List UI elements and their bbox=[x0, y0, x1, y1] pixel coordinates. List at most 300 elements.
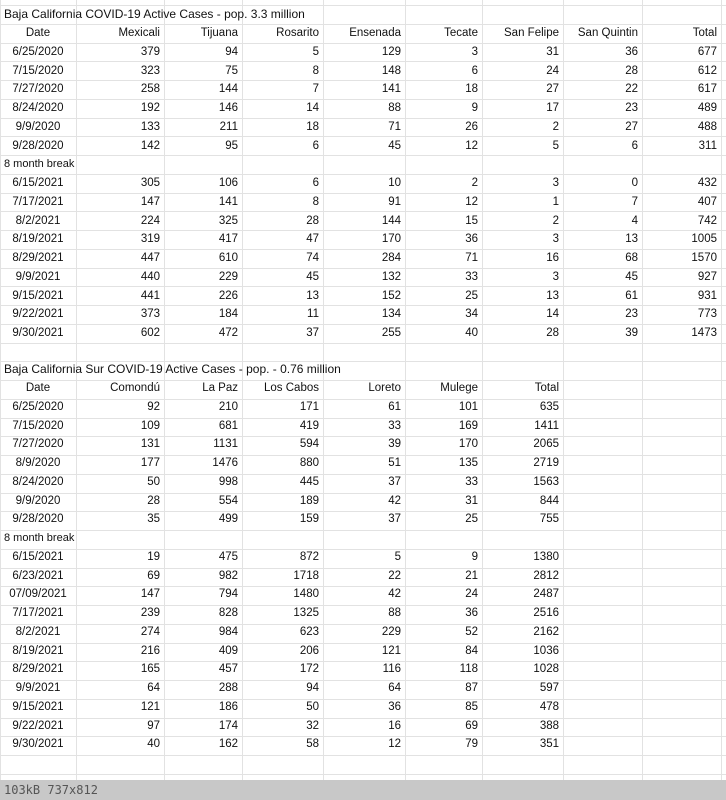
table1-cell: 75 bbox=[225, 65, 238, 77]
table2-cell: 274 bbox=[140, 626, 160, 638]
table2-cell: 1028 bbox=[533, 663, 559, 675]
table1-cell: 27 bbox=[625, 121, 638, 133]
table1-cell: 325 bbox=[218, 215, 238, 227]
table1-cell: 7 bbox=[312, 83, 319, 95]
table2-cell: 2516 bbox=[533, 607, 559, 619]
table2-cell: 1718 bbox=[293, 570, 319, 582]
table1-cell: 2 bbox=[552, 215, 559, 227]
table1-table-row bbox=[0, 118, 726, 137]
table1-cell: 26 bbox=[465, 121, 478, 133]
table1-cell: 612 bbox=[697, 65, 717, 77]
table2-table-row bbox=[0, 717, 726, 736]
table2-cell: 159 bbox=[299, 513, 319, 525]
table1-cell: 146 bbox=[218, 102, 238, 114]
table2-cell: 121 bbox=[140, 701, 160, 713]
table1-cell: 40 bbox=[465, 327, 478, 339]
table2-cell: 475 bbox=[218, 551, 238, 563]
table2-cell: 22 bbox=[388, 570, 401, 582]
table2-cell: 388 bbox=[539, 720, 559, 732]
table1-cell: 133 bbox=[140, 121, 160, 133]
table1-cell: 6 bbox=[312, 177, 319, 189]
table2-header-cell: Los Cabos bbox=[264, 382, 319, 394]
table1-cell: 8/2/2021 bbox=[15, 215, 61, 227]
table1-cell: 2 bbox=[552, 121, 559, 133]
table2-table-row bbox=[0, 548, 726, 567]
table2-cell: 37 bbox=[388, 513, 401, 525]
table1-cell: 16 bbox=[546, 252, 559, 264]
table1-cell: 34 bbox=[465, 308, 478, 320]
table2-header-cell: Date bbox=[25, 382, 51, 394]
table1-cell: 14 bbox=[306, 102, 319, 114]
table2-header-cell: Comondú bbox=[110, 382, 160, 394]
table1-cell: 147 bbox=[140, 196, 160, 208]
table1-cell: 12 bbox=[465, 140, 478, 152]
table1-cell: 7/15/2020 bbox=[12, 65, 64, 77]
table1-table-row bbox=[0, 212, 726, 231]
table1-cell: 13 bbox=[546, 290, 559, 302]
table1-header-cell: San Quintin bbox=[577, 27, 638, 39]
table1-cell: 11 bbox=[307, 308, 319, 320]
table2-table-row bbox=[0, 698, 726, 717]
table2-cell: 61 bbox=[388, 401, 401, 413]
table1-cell: 33 bbox=[465, 271, 478, 283]
table1-cell: 61 bbox=[625, 290, 638, 302]
table1-header-cell: Total bbox=[692, 27, 717, 39]
table2-cell: 19 bbox=[147, 551, 160, 563]
table1-cell: 8 bbox=[312, 196, 319, 208]
table1-cell: 4 bbox=[631, 215, 638, 227]
table1-cell: 22 bbox=[625, 83, 638, 95]
table2-cell: 94 bbox=[306, 682, 319, 694]
table2-cell: 37 bbox=[388, 476, 401, 488]
table1-cell: 927 bbox=[697, 271, 717, 283]
table2-cell: 7/17/2021 bbox=[12, 607, 64, 619]
table1-table-row bbox=[0, 305, 726, 324]
table1-table-row bbox=[0, 268, 726, 287]
table1-cell: 9/9/2021 bbox=[15, 271, 61, 283]
table2-cell: 9/22/2021 bbox=[12, 720, 64, 732]
table1-cell: 229 bbox=[218, 271, 238, 283]
table2-cell: 844 bbox=[539, 495, 559, 507]
table1-cell: 0 bbox=[631, 177, 638, 189]
table1-cell: 94 bbox=[225, 46, 238, 58]
table1-cell: 284 bbox=[381, 252, 401, 264]
table2-cell: 2162 bbox=[533, 626, 559, 638]
table1-table-row bbox=[0, 43, 726, 62]
table1-cell: 184 bbox=[218, 308, 238, 320]
table2-cell: 1036 bbox=[533, 645, 559, 657]
table2-cell: 36 bbox=[388, 701, 401, 713]
table2-cell: 87 bbox=[465, 682, 478, 694]
table1-cell: 610 bbox=[218, 252, 238, 264]
table2-cell: 755 bbox=[539, 513, 559, 525]
table2-cell: 6/25/2020 bbox=[12, 401, 64, 413]
table1-cell: 226 bbox=[218, 290, 238, 302]
table1-cell: 95 bbox=[225, 140, 238, 152]
table2-cell: 97 bbox=[147, 720, 160, 732]
table1-header-cell: Tijuana bbox=[200, 27, 238, 39]
table2-cell: 216 bbox=[140, 645, 160, 657]
table2-cell: 52 bbox=[465, 626, 478, 638]
table1-cell: 170 bbox=[381, 233, 401, 245]
table2-cell: 635 bbox=[539, 401, 559, 413]
table2-cell: 9/15/2021 bbox=[12, 701, 64, 713]
table2-cell: 1131 bbox=[213, 438, 238, 450]
table2-cell: 8/24/2020 bbox=[12, 476, 64, 488]
table1-cell: 488 bbox=[697, 121, 717, 133]
table2-cell: 9 bbox=[471, 551, 478, 563]
table2-cell: 457 bbox=[218, 663, 238, 675]
table2-table-row bbox=[0, 567, 726, 586]
table1-cell: 36 bbox=[465, 233, 478, 245]
table1-cell: 9/15/2021 bbox=[12, 290, 64, 302]
table1-cell: 31 bbox=[546, 46, 559, 58]
table2-cell: 409 bbox=[218, 645, 238, 657]
table1-cell: 742 bbox=[697, 215, 717, 227]
table1-cell: 36 bbox=[625, 46, 638, 58]
table2-cell: 419 bbox=[299, 420, 319, 432]
table2-cell: 172 bbox=[299, 663, 319, 675]
table1-cell: 8/24/2020 bbox=[12, 102, 64, 114]
table1-cell: 773 bbox=[697, 308, 717, 320]
table2-cell: 84 bbox=[465, 645, 478, 657]
table1-cell: 8 bbox=[312, 65, 319, 77]
table2-table-row bbox=[0, 642, 726, 661]
table2-header-row bbox=[0, 379, 726, 398]
table2-cell: 828 bbox=[218, 607, 238, 619]
table1-cell: 432 bbox=[697, 177, 717, 189]
table2-cell: 594 bbox=[299, 438, 319, 450]
table2-cell: 174 bbox=[218, 720, 238, 732]
image-info-text: 103kB 737x812 bbox=[4, 783, 98, 797]
table2-cell: 92 bbox=[147, 401, 160, 413]
table1-break-label: 8 month break bbox=[4, 158, 75, 170]
table2-table-row bbox=[0, 510, 726, 529]
table2-table-row bbox=[0, 492, 726, 511]
table2-cell: 64 bbox=[388, 682, 401, 694]
table1-cell: 9/28/2020 bbox=[12, 140, 64, 152]
table1-table-row bbox=[0, 137, 726, 156]
table1-cell: 6 bbox=[471, 65, 478, 77]
table1-table-row bbox=[0, 324, 726, 343]
table2-cell: 1411 bbox=[534, 420, 559, 432]
table2-cell: 1476 bbox=[212, 457, 238, 469]
table1-cell: 8/19/2021 bbox=[12, 233, 64, 245]
table2-cell: 2812 bbox=[533, 570, 559, 582]
table2-cell: 169 bbox=[458, 420, 478, 432]
table1-cell: 142 bbox=[140, 140, 160, 152]
table2-cell: 165 bbox=[140, 663, 160, 675]
table1-cell: 617 bbox=[697, 83, 717, 95]
table1-cell: 602 bbox=[140, 327, 160, 339]
table1-cell: 224 bbox=[140, 215, 160, 227]
table1-cell: 23 bbox=[625, 308, 638, 320]
table1-cell: 71 bbox=[465, 252, 478, 264]
table2-table-row bbox=[0, 473, 726, 492]
table1-cell: 14 bbox=[546, 308, 559, 320]
table1-cell: 23 bbox=[625, 102, 638, 114]
table1-cell: 305 bbox=[140, 177, 160, 189]
table1-cell: 47 bbox=[306, 233, 319, 245]
table1-table-row bbox=[0, 249, 726, 268]
table1-cell: 211 bbox=[219, 121, 238, 133]
table2-break-label: 8 month break bbox=[4, 532, 75, 544]
table2-cell: 2719 bbox=[533, 457, 559, 469]
table1-cell: 1570 bbox=[691, 252, 717, 264]
table1-cell: 18 bbox=[465, 83, 478, 95]
table2-cell: 101 bbox=[458, 401, 478, 413]
table1-cell: 148 bbox=[381, 65, 401, 77]
table1-cell: 18 bbox=[306, 121, 319, 133]
table2-cell: 58 bbox=[306, 738, 319, 750]
table1-cell: 5 bbox=[552, 140, 559, 152]
table2-table-row bbox=[0, 679, 726, 698]
table2-cell: 109 bbox=[140, 420, 160, 432]
table2-cell: 9/9/2020 bbox=[15, 495, 61, 507]
table1-cell: 5 bbox=[312, 46, 319, 58]
table2-cell: 206 bbox=[299, 645, 319, 657]
table1-cell: 9 bbox=[471, 102, 478, 114]
table1-cell: 1005 bbox=[691, 233, 717, 245]
table1-cell: 141 bbox=[381, 83, 401, 95]
table1-table-row bbox=[0, 62, 726, 81]
table2-cell: 189 bbox=[299, 495, 319, 507]
table2-header-cell: Total bbox=[534, 382, 559, 394]
table2-cell: 351 bbox=[539, 738, 559, 750]
table1-cell: 6 bbox=[312, 140, 319, 152]
table1-cell: 2 bbox=[471, 177, 478, 189]
table1-cell: 441 bbox=[140, 290, 160, 302]
table2-cell: 8/29/2021 bbox=[12, 663, 64, 675]
table1-cell: 71 bbox=[388, 121, 401, 133]
table1-header-cell: Mexicali bbox=[118, 27, 160, 39]
table1-cell: 88 bbox=[388, 102, 401, 114]
table2-cell: 50 bbox=[306, 701, 319, 713]
table2-cell: 40 bbox=[147, 738, 160, 750]
table1-cell: 24 bbox=[546, 65, 559, 77]
table2-cell: 681 bbox=[218, 420, 238, 432]
table1-cell: 319 bbox=[140, 233, 160, 245]
table2-cell: 9/30/2021 bbox=[12, 738, 64, 750]
table1-cell: 129 bbox=[381, 46, 401, 58]
table1-cell: 28 bbox=[306, 215, 319, 227]
table1-cell: 9/30/2021 bbox=[12, 327, 64, 339]
table1-cell: 931 bbox=[697, 290, 717, 302]
table1-title: Baja California COVID-19 Active Cases - pop. 3.3 million bbox=[4, 7, 305, 21]
table2-table-row bbox=[0, 623, 726, 642]
table1-cell: 91 bbox=[388, 196, 401, 208]
table1-cell: 37 bbox=[306, 327, 319, 339]
table2-cell: 478 bbox=[539, 701, 559, 713]
table2-cell: 42 bbox=[388, 588, 401, 600]
table2-cell: 288 bbox=[218, 682, 238, 694]
table1-cell: 25 bbox=[465, 290, 478, 302]
table2-cell: 7/27/2020 bbox=[12, 438, 64, 450]
table2-cell: 42 bbox=[388, 495, 401, 507]
table1-table-row bbox=[0, 174, 726, 193]
table2-table-row bbox=[0, 585, 726, 604]
table2-cell: 69 bbox=[465, 720, 478, 732]
table2-cell: 32 bbox=[306, 720, 319, 732]
table2-cell: 16 bbox=[388, 720, 401, 732]
table2-cell: 39 bbox=[388, 438, 401, 450]
table1-cell: 407 bbox=[697, 196, 717, 208]
table1-cell: 677 bbox=[697, 46, 717, 58]
table1-cell: 13 bbox=[625, 233, 638, 245]
table2-cell: 131 bbox=[140, 438, 160, 450]
table1-table-row bbox=[0, 99, 726, 118]
table2-cell: 794 bbox=[218, 588, 238, 600]
table2-cell: 9/28/2020 bbox=[12, 513, 64, 525]
table2-cell: 597 bbox=[539, 682, 559, 694]
table1-cell: 440 bbox=[140, 271, 160, 283]
table1-header-row bbox=[0, 24, 726, 43]
table2-header-cell: La Paz bbox=[202, 382, 238, 394]
table1-cell: 141 bbox=[218, 196, 238, 208]
table2-cell: 8/9/2020 bbox=[15, 457, 61, 469]
table2-cell: 118 bbox=[459, 663, 478, 675]
table1-cell: 12 bbox=[465, 196, 478, 208]
table1-header-cell: San Felipe bbox=[504, 27, 559, 39]
table2-cell: 9/9/2021 bbox=[15, 682, 61, 694]
table1-cell: 39 bbox=[625, 327, 638, 339]
table2-cell: 33 bbox=[465, 476, 478, 488]
table1-cell: 27 bbox=[546, 83, 559, 95]
table2-cell: 554 bbox=[218, 495, 238, 507]
table2-cell: 239 bbox=[140, 607, 160, 619]
table2-cell: 28 bbox=[147, 495, 160, 507]
table2-cell: 186 bbox=[218, 701, 238, 713]
table2-cell: 2487 bbox=[533, 588, 559, 600]
table1-header-cell: Date bbox=[25, 27, 51, 39]
table1-cell: 1473 bbox=[691, 327, 717, 339]
table1-cell: 1 bbox=[552, 196, 559, 208]
table1-header-cell: Rosarito bbox=[276, 27, 319, 39]
table1-cell: 3 bbox=[471, 46, 478, 58]
table2-cell: 50 bbox=[147, 476, 160, 488]
table2-table-row bbox=[0, 735, 726, 754]
table1-cell: 7 bbox=[631, 196, 638, 208]
table2-cell: 623 bbox=[299, 626, 319, 638]
table2-cell: 135 bbox=[458, 457, 478, 469]
table1-cell: 45 bbox=[625, 271, 638, 283]
table2-cell: 177 bbox=[140, 457, 160, 469]
table2-cell: 6/23/2021 bbox=[12, 570, 64, 582]
table2-table-row bbox=[0, 398, 726, 417]
table1-cell: 6/25/2020 bbox=[12, 46, 64, 58]
table2-cell: 8/2/2021 bbox=[15, 626, 61, 638]
table2-cell: 24 bbox=[465, 588, 478, 600]
table1-cell: 152 bbox=[381, 290, 401, 302]
table1-table-row bbox=[0, 287, 726, 306]
table1-cell: 13 bbox=[306, 290, 319, 302]
table1-cell: 132 bbox=[381, 271, 401, 283]
table2-cell: 88 bbox=[388, 607, 401, 619]
table1-cell: 10 bbox=[388, 177, 401, 189]
table2-cell: 880 bbox=[299, 457, 319, 469]
table1-cell: 3 bbox=[552, 177, 559, 189]
table2-table-row bbox=[0, 454, 726, 473]
table2-cell: 31 bbox=[465, 495, 478, 507]
table1-cell: 106 bbox=[218, 177, 238, 189]
table1-cell: 373 bbox=[140, 308, 160, 320]
table1-cell: 311 bbox=[698, 140, 717, 152]
table1-cell: 28 bbox=[625, 65, 638, 77]
table1-header-cell: Tecate bbox=[444, 27, 478, 39]
table2-cell: 1563 bbox=[533, 476, 559, 488]
table2-cell: 12 bbox=[388, 738, 401, 750]
table1-cell: 3 bbox=[552, 271, 559, 283]
table2-table-row bbox=[0, 435, 726, 454]
table2-cell: 51 bbox=[388, 457, 401, 469]
table2-cell: 33 bbox=[388, 420, 401, 432]
table1-cell: 379 bbox=[140, 46, 160, 58]
table2-cell: 07/09/2021 bbox=[9, 588, 67, 600]
table1-cell: 417 bbox=[218, 233, 238, 245]
table2-cell: 8/19/2021 bbox=[12, 645, 64, 657]
table1-cell: 9/9/2020 bbox=[15, 121, 61, 133]
table1-cell: 6 bbox=[631, 140, 638, 152]
table2-cell: 25 bbox=[465, 513, 478, 525]
table2-cell: 21 bbox=[465, 570, 478, 582]
table2-cell: 998 bbox=[218, 476, 238, 488]
table2-cell: 85 bbox=[465, 701, 478, 713]
table2-cell: 69 bbox=[147, 570, 160, 582]
table1-header-cell: Ensenada bbox=[349, 27, 401, 39]
table2-cell: 116 bbox=[382, 663, 401, 675]
table2-cell: 872 bbox=[299, 551, 319, 563]
table1-cell: 472 bbox=[218, 327, 238, 339]
table1-cell: 255 bbox=[381, 327, 401, 339]
table1-cell: 258 bbox=[140, 83, 160, 95]
table1-cell: 6/15/2021 bbox=[12, 177, 64, 189]
table2-cell: 6/15/2021 bbox=[12, 551, 64, 563]
table1-cell: 28 bbox=[546, 327, 559, 339]
table1-cell: 68 bbox=[625, 252, 638, 264]
table1-cell: 9/22/2021 bbox=[12, 308, 64, 320]
table2-cell: 7/15/2020 bbox=[12, 420, 64, 432]
table2-cell: 2065 bbox=[533, 438, 559, 450]
table2-cell: 162 bbox=[218, 738, 238, 750]
table2-cell: 121 bbox=[381, 645, 401, 657]
table2-title: Baja California Sur COVID-19 Active Cases - pop. - 0.76 million bbox=[4, 362, 341, 376]
table2-cell: 147 bbox=[140, 588, 160, 600]
table1-cell: 45 bbox=[306, 271, 319, 283]
table1-cell: 7/27/2020 bbox=[12, 83, 64, 95]
table2-cell: 984 bbox=[218, 626, 238, 638]
table2-cell: 210 bbox=[218, 401, 238, 413]
table2-cell: 229 bbox=[381, 626, 401, 638]
table2-cell: 445 bbox=[299, 476, 319, 488]
table1-cell: 192 bbox=[140, 102, 160, 114]
table2-cell: 79 bbox=[465, 738, 478, 750]
table2-cell: 170 bbox=[458, 438, 478, 450]
table2-header-cell: Loreto bbox=[368, 382, 401, 394]
table2-cell: 35 bbox=[147, 513, 160, 525]
table2-cell: 1380 bbox=[533, 551, 559, 563]
table2-table-row bbox=[0, 417, 726, 436]
table1-cell: 134 bbox=[381, 308, 401, 320]
image-info-bar bbox=[0, 780, 726, 800]
table1-cell: 3 bbox=[552, 233, 559, 245]
table1-cell: 74 bbox=[306, 252, 319, 264]
table1-cell: 447 bbox=[140, 252, 160, 264]
table2-table-row bbox=[0, 604, 726, 623]
table2-header-cell: Mulege bbox=[440, 382, 478, 394]
table2-cell: 982 bbox=[218, 570, 238, 582]
table1-cell: 7/17/2021 bbox=[12, 196, 64, 208]
table1-cell: 144 bbox=[381, 215, 401, 227]
